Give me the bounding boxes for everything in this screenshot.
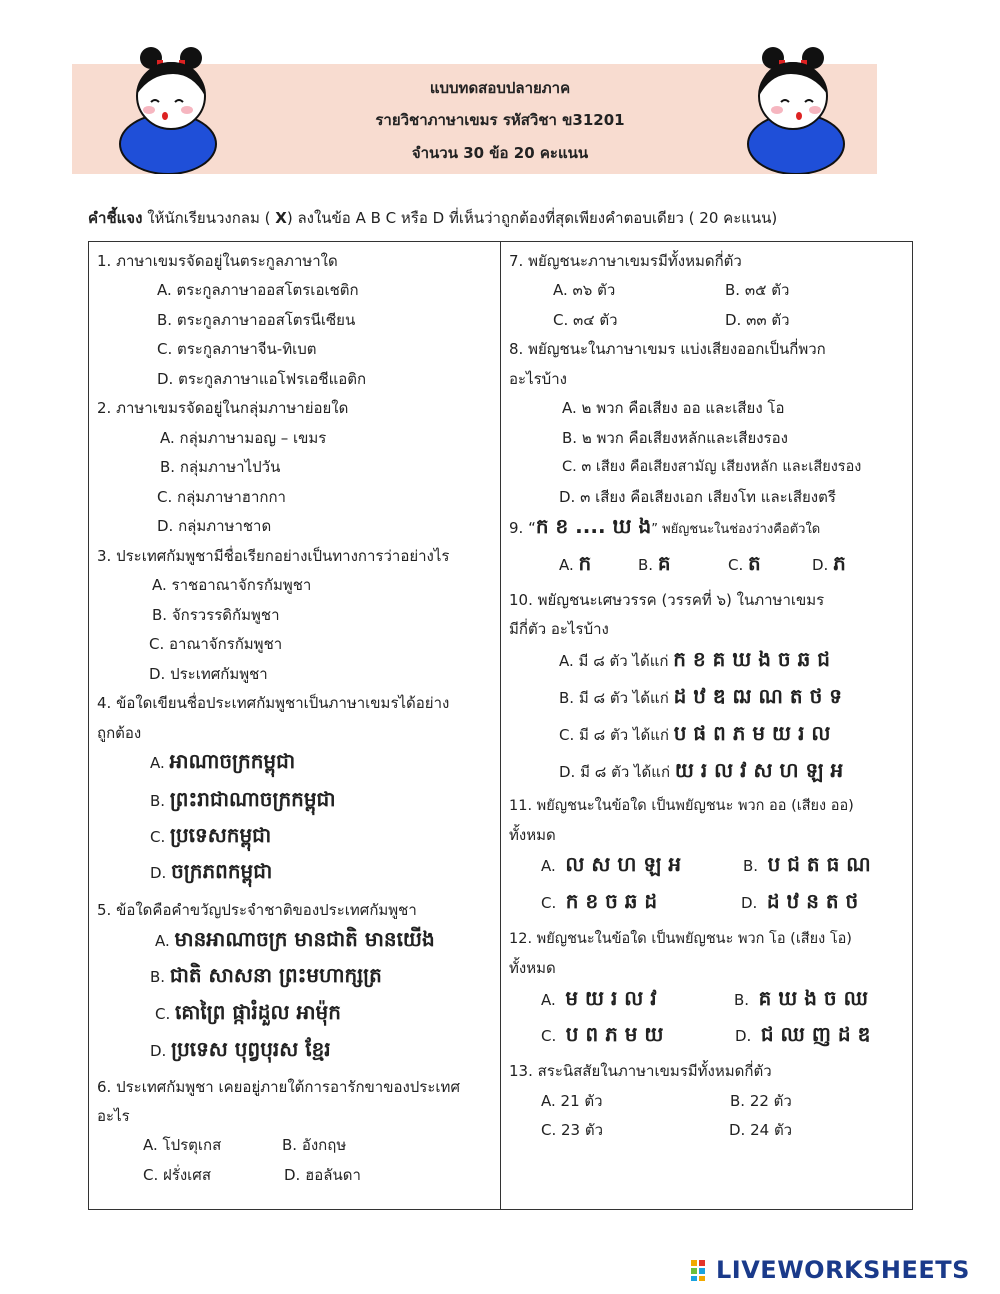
q13-option-a[interactable]: A. 21 ตัว xyxy=(541,1092,603,1110)
question-10-line2: มีกี่ตัว อะไรบ้าง xyxy=(509,620,609,638)
question-12-line1: 12. พยัญชนะในข้อใด เป็นพยัญชนะ พวก โอ (เสียง โอ) xyxy=(509,931,852,947)
q9-prefix: 9. “ xyxy=(509,519,536,537)
q6-option-b[interactable]: B. อังกฤษ xyxy=(282,1136,347,1154)
q12-option-b[interactable] xyxy=(734,986,869,1010)
q8-option-b[interactable]: B. ๒ พวก คือเสียงหลักและเสียงรอง xyxy=(562,429,788,447)
q7-option-d[interactable]: D. ๓๓ ตัว xyxy=(725,311,790,329)
q9-option-c[interactable] xyxy=(728,551,761,575)
question-6-line1: 6. ประเทศกัมพูชา เคยอยู่ภายใต้การอารักขาของประเทศ xyxy=(97,1078,460,1096)
q9-option-a-letter: A. xyxy=(559,556,574,574)
q4-option-b-text: ព្រះរាជាណាចក្រកម្ពុជា xyxy=(169,787,336,811)
q9-sequence: ក ខ .... ឃ ង xyxy=(535,514,652,538)
q4-option-d[interactable] xyxy=(150,859,273,883)
q4-option-d-letter: D. xyxy=(150,864,167,882)
q12-option-d[interactable] xyxy=(735,1022,871,1046)
instructions xyxy=(88,206,948,230)
q5-option-b-text: ជាតិ សាសនា ព្រះមហាក្សត្រ xyxy=(169,963,382,987)
q11-option-a-text: ល ស ហ ឡ អ xyxy=(565,852,682,876)
q4-option-c-letter: C. xyxy=(150,828,166,846)
exam-title: แบบทดสอบปลายภาค xyxy=(429,79,571,97)
q10-option-d[interactable] xyxy=(559,758,844,782)
q12-option-a-letter: A. xyxy=(541,991,556,1009)
column-divider xyxy=(500,241,501,1209)
q11-option-b-text: ប ជ ត ធ ណ xyxy=(767,852,871,876)
q10-option-a[interactable] xyxy=(559,647,830,671)
girl-illustration-left xyxy=(113,44,223,174)
q12-option-d-text: ជ ឈ ញ ដ ឌ xyxy=(760,1022,871,1046)
liveworksheets-brand: LIVEWORKSHEETS xyxy=(716,1256,970,1284)
q10-option-d-text: យ រ ល វ ស ហ ឡ អ xyxy=(674,758,844,782)
q3-option-a[interactable]: A. ราชอาณาจักรกัมพูชา xyxy=(152,576,312,594)
q12-option-c-text: ប ព ភ ម យ xyxy=(565,1022,664,1046)
q10-option-c-text: ប ផ ព ភ ម យ រ ល xyxy=(673,721,831,745)
q4-option-a[interactable] xyxy=(150,749,296,773)
q11-option-c-letter: C. xyxy=(541,894,557,912)
q5-option-d-letter: D. xyxy=(150,1042,167,1060)
q5-option-c[interactable] xyxy=(155,1000,341,1024)
q11-option-d-letter: D. xyxy=(741,894,758,912)
q5-option-a-letter: A. xyxy=(155,932,170,950)
q5-option-b[interactable] xyxy=(150,963,382,987)
subject-title: รายวิชาภาษาเขมร รหัสวิชา ข31201 xyxy=(375,111,625,129)
question-4-line1: 4. ข้อใดเขียนชื่อประเทศกัมพูชาเป็นภาษาเขมรได้อย่าง xyxy=(97,694,450,712)
q10-option-b-label: B. มี ๘ ตัว ได้แก่ xyxy=(559,689,669,707)
q5-option-a[interactable] xyxy=(155,927,435,951)
question-2: 2. ภาษาเขมรจัดอยู่ในกลุ่มภาษาย่อยใด xyxy=(97,399,349,417)
q4-option-a-text: អាណាចក្រកម្ពុជា xyxy=(169,749,296,773)
exam-summary: จำนวน 30 ข้อ 20 คะแนน xyxy=(411,144,589,162)
question-9 xyxy=(509,514,821,539)
q5-option-b-letter: B. xyxy=(150,968,166,986)
q9-option-c-letter: C. xyxy=(728,556,744,574)
question-13: 13. สระนิสสัยในภาษาเขมรมีทั้งหมดกี่ตัว xyxy=(509,1062,772,1080)
question-11-line1: 11. พยัญชนะในข้อใด เป็นพยัญชนะ พวก ออ (เสียง ออ) xyxy=(509,798,854,814)
q9-option-d[interactable] xyxy=(812,551,846,575)
q11-option-a-letter: A. xyxy=(541,857,556,875)
q4-option-b[interactable] xyxy=(150,787,336,811)
q11-option-a[interactable] xyxy=(541,852,682,876)
q5-option-c-letter: C. xyxy=(155,1005,171,1023)
q10-option-b-text: ដ ឋ ឌ ឍ ណ ត ថ ទ xyxy=(673,684,842,708)
q11-option-c-text: ក ខ ច ឆ ដ xyxy=(565,889,658,913)
q3-option-b[interactable]: B. จักรวรรดิกัมพูชา xyxy=(152,606,280,624)
q13-option-b[interactable]: B. 22 ตัว xyxy=(730,1092,792,1110)
q3-option-d[interactable]: D. ประเทศกัมพูชา xyxy=(149,665,268,683)
question-4-line2: ถูกต้อง xyxy=(97,724,142,742)
instructions-mark: X xyxy=(275,209,287,227)
q4-option-c[interactable] xyxy=(150,823,272,847)
q9-option-a[interactable] xyxy=(559,551,592,575)
q5-option-c-text: គោព្រៃ ផ្ការំដួល អាម៉ុក xyxy=(175,1000,341,1024)
q4-option-c-text: ប្រទេសកម្ពុជា xyxy=(170,823,272,847)
q7-option-a[interactable]: A. ๓๖ ตัว xyxy=(553,281,616,299)
q11-option-b-letter: B. xyxy=(743,857,759,875)
q5-option-a-text: មានអាណាចក្រ មានជាតិ មានយើង xyxy=(174,927,435,951)
question-8-line1: 8. พยัญชนะในภาษาเขมร แบ่งเสียงออกเป็นกี่พวก xyxy=(509,340,826,358)
q7-option-b[interactable]: B. ๓๕ ตัว xyxy=(725,281,790,299)
q10-option-b[interactable] xyxy=(559,684,842,708)
q8-option-a[interactable]: A. ๒ พวก คือเสียง ออ และเสียง โอ xyxy=(562,399,785,417)
question-5: 5. ข้อใดคือคำขวัญประจำชาติของประเทศกัมพูชา xyxy=(97,901,417,919)
question-8-line2: อะไรบ้าง xyxy=(509,370,567,388)
q11-option-c[interactable] xyxy=(541,889,658,913)
q9-suffix: ” พยัญชนะในช่องว่างคือตัวใด xyxy=(651,522,821,537)
question-11-line2: ทั้งหมด xyxy=(509,826,556,844)
q12-option-a-text: ម យ រ ល វ xyxy=(565,986,657,1010)
q4-option-b-letter: B. xyxy=(150,792,166,810)
q10-option-a-text: ក ខ គ ឃ ង ច ឆ ជ xyxy=(673,647,830,671)
q12-option-a[interactable] xyxy=(541,986,657,1010)
q11-option-d-text: ដ ឋ ន ត ថ xyxy=(766,889,859,913)
question-1: 1. ภาษาเขมรจัดอยู่ในตระกูลภาษาใด xyxy=(97,252,338,270)
instructions-text-after: ) ลงในข้อ A B C หรือ D ที่เห็นว่าถูกต้องที่สุดเพียงคำตอบเดียว ( 20 คะแนน) xyxy=(286,209,778,227)
q8-option-d[interactable]: D. ๓ เสียง คือเสียงเอก เสียงโท และเสียงตรี xyxy=(559,488,836,506)
q2-option-c[interactable]: C. กลุ่มภาษาฮากกา xyxy=(157,488,286,506)
q2-option-b[interactable]: B. กลุ่มภาษาไปวัน xyxy=(160,458,281,476)
q10-option-d-label: D. มี ๘ ตัว ได้แก่ xyxy=(559,763,671,781)
q1-option-c[interactable]: C. ตระกูลภาษาจีน-ทิเบต xyxy=(157,340,317,358)
question-7: 7. พยัญชนะภาษาเขมรมีทั้งหมดกี่ตัว xyxy=(509,252,742,270)
q12-option-c-letter: C. xyxy=(541,1027,557,1045)
q10-option-c[interactable] xyxy=(559,721,831,745)
instructions-label: คำชี้แจง xyxy=(88,209,143,227)
question-6-line2: อะไร xyxy=(97,1107,130,1125)
q8-option-c[interactable]: C. ๓ เสียง คือเสียงสามัญ เสียงหลัก และเสียงรอง xyxy=(562,459,862,475)
question-10-line1: 10. พยัญชนะเศษวรรค (วรรคที่ ๖) ในภาษาเขมร xyxy=(509,591,825,609)
q11-option-b[interactable] xyxy=(743,852,871,876)
q5-option-d[interactable] xyxy=(150,1037,331,1061)
q5-option-d-text: ប្រទេស បុព្វបុរស ខ្មែរ xyxy=(171,1037,331,1061)
q9-option-c-text: ត xyxy=(748,551,761,575)
q12-option-b-text: គ ឃ ង ច ឈ xyxy=(758,986,869,1010)
q13-option-c[interactable]: C. 23 ตัว xyxy=(541,1121,604,1139)
girl-illustration-right xyxy=(741,44,851,174)
q4-option-d-text: ចក្រភពកម្ពុជា xyxy=(171,859,273,883)
q3-option-c[interactable]: C. อาณาจักรกัมพูชา xyxy=(149,635,283,653)
q1-option-d[interactable]: D. ตระกูลภาษาแอโฟรเอชีแอติก xyxy=(157,370,367,388)
q2-option-d[interactable]: D. กลุ่มภาษาชาด xyxy=(157,517,272,535)
q12-option-c[interactable] xyxy=(541,1022,664,1046)
q4-option-a-letter: A. xyxy=(150,754,165,772)
q6-option-a[interactable]: A. โปรตุเกส xyxy=(143,1136,222,1154)
instructions-text-before: ให้นักเรียนวงกลม ( xyxy=(142,209,276,227)
question-3: 3. ประเทศกัมพูชามีชื่อเรียกอย่างเป็นทางการว่าอย่างไร xyxy=(97,547,450,565)
q12-option-b-letter: B. xyxy=(734,991,750,1009)
q2-option-a[interactable]: A. กลุ่มภาษามอญ – เขมร xyxy=(160,429,327,447)
q1-option-a[interactable]: A. ตระกูลภาษาออสโตรเอเชติก xyxy=(157,281,359,299)
q13-option-d[interactable]: D. 24 ตัว xyxy=(729,1121,793,1139)
liveworksheets-logo-icon xyxy=(690,1258,714,1282)
q9-option-b-text: គ xyxy=(657,551,671,575)
q6-option-c[interactable]: C. ฝรั่งเศส xyxy=(143,1166,211,1184)
q10-option-a-label: A. มี ๘ ตัว ได้แก่ xyxy=(559,652,669,670)
q6-option-d[interactable]: D. ฮอลันดา xyxy=(284,1166,361,1184)
q7-option-c[interactable]: C. ๓๔ ตัว xyxy=(553,311,618,329)
q12-option-d-letter: D. xyxy=(735,1027,752,1045)
q10-option-c-label: C. มี ๘ ตัว ได้แก่ xyxy=(559,726,669,744)
q1-option-b[interactable]: B. ตระกูลภาษาออสโตรนีเซียน xyxy=(157,311,356,329)
question-12-line2: ทั้งหมด xyxy=(509,959,556,977)
q9-option-a-text: ក xyxy=(578,551,592,575)
liveworksheets-logo[interactable] xyxy=(690,1255,970,1285)
q9-option-d-text: ភ xyxy=(833,551,846,575)
q9-option-d-letter: D. xyxy=(812,556,829,574)
q9-option-b-letter: B. xyxy=(638,556,654,574)
q11-option-d[interactable] xyxy=(741,889,859,913)
q9-option-b[interactable] xyxy=(638,551,671,575)
